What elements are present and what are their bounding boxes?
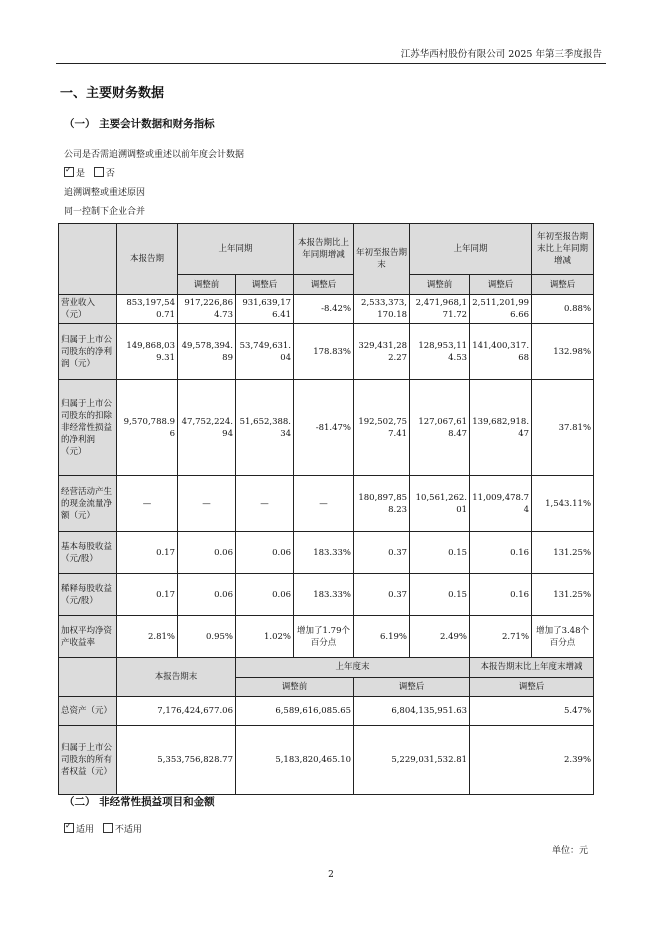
table-cell: 127,067,618.47 bbox=[410, 380, 470, 476]
table-cell: 增加了1.79个百分点 bbox=[294, 616, 354, 658]
subheader-after: 调整后 bbox=[294, 275, 354, 295]
table-cell: 2,533,373,170.18 bbox=[354, 295, 410, 324]
row-label: 总资产（元） bbox=[59, 697, 117, 726]
table-row bbox=[59, 476, 594, 532]
page-number: 2 bbox=[328, 870, 334, 880]
row-label: 基本每股收益（元/股） bbox=[59, 532, 117, 574]
table-cell: 9,570,788.96 bbox=[117, 380, 178, 476]
header-blank-cell bbox=[59, 224, 117, 295]
table-cell: 0.06 bbox=[236, 574, 294, 616]
section-title: 一、主要财务数据 bbox=[60, 86, 165, 101]
table-cell: — bbox=[294, 476, 354, 532]
table-row bbox=[59, 726, 594, 795]
table-cell: 1,543.11% bbox=[532, 476, 594, 532]
table-row bbox=[59, 380, 594, 476]
table-cell: 10,561,262.01 bbox=[410, 476, 470, 532]
row-label: 加权平均净资产收益率 bbox=[59, 616, 117, 658]
table-cell: 6.19% bbox=[354, 616, 410, 658]
table-cell: 192,502,757.41 bbox=[354, 380, 410, 476]
table-row bbox=[59, 295, 594, 324]
table-cell: 183.33% bbox=[294, 574, 354, 616]
table-cell: 0.06 bbox=[178, 532, 236, 574]
restate-reason-label: 追溯调整或重述原因 bbox=[64, 188, 146, 198]
table-cell: 0.88% bbox=[532, 295, 594, 324]
table-cell: 183.33% bbox=[294, 532, 354, 574]
table-cell: 180,897,858.23 bbox=[354, 476, 410, 532]
header-prior-ytd: 上年同期 bbox=[410, 224, 532, 275]
table-cell: 2,511,201,996.66 bbox=[470, 295, 532, 324]
header-end-change: 本报告期末比上年度末增减 bbox=[470, 658, 594, 678]
header-divider bbox=[56, 63, 606, 64]
table-cell: 1.02% bbox=[236, 616, 294, 658]
table-cell: 2.81% bbox=[117, 616, 178, 658]
table-cell: 2,471,968,171.72 bbox=[410, 295, 470, 324]
table-cell: 5,229,031,532.81 bbox=[354, 726, 470, 795]
subsection-title-1: （一） 主要会计数据和财务指标 bbox=[64, 118, 215, 130]
subheader-before: 调整前 bbox=[178, 275, 236, 295]
table-cell: 增加了3.48个百分点 bbox=[532, 616, 594, 658]
row-label: 营业收入（元） bbox=[59, 295, 117, 324]
table-cell: 0.15 bbox=[410, 532, 470, 574]
report-header-title: 江苏华西村股份有限公司 2025 年第三季度报告 bbox=[400, 49, 602, 60]
subheader-after: 调整后 bbox=[532, 275, 594, 295]
subheader-after: 调整后 bbox=[470, 677, 594, 697]
table-cell: 47,752,224.94 bbox=[178, 380, 236, 476]
subheader-after: 调整后 bbox=[470, 275, 532, 295]
subheader-before: 调整前 bbox=[236, 677, 354, 697]
table-cell: — bbox=[117, 476, 178, 532]
header-ytd: 年初至报告期末 bbox=[354, 224, 410, 295]
not-applicable-label: 不适用 bbox=[114, 825, 142, 835]
row-label: 归属于上市公司股东的所有者权益（元） bbox=[59, 726, 117, 795]
table-cell: 0.37 bbox=[354, 532, 410, 574]
header-period-change: 本报告期比上年同期增减 bbox=[294, 224, 354, 275]
table-cell: 2.71% bbox=[470, 616, 532, 658]
table-row bbox=[59, 574, 594, 616]
subsection-title-2: （二） 非经常性损益项目和金额 bbox=[64, 796, 215, 808]
table-cell: 853,197,540.71 bbox=[117, 295, 178, 324]
key-financial-data-table bbox=[58, 223, 594, 795]
header-last-year-end: 上年度末 bbox=[236, 658, 470, 678]
table-header-row bbox=[59, 224, 594, 275]
table-row bbox=[59, 697, 594, 726]
applicable-options bbox=[64, 822, 142, 835]
table-cell: 0.17 bbox=[117, 532, 178, 574]
unit-label: 单位：元 bbox=[551, 846, 588, 856]
table-cell: 6,589,616,085.65 bbox=[236, 697, 354, 726]
table-cell: 0.37 bbox=[354, 574, 410, 616]
unchecked-box-icon bbox=[94, 167, 104, 177]
table-cell: 139,682,918.47 bbox=[470, 380, 532, 476]
table-cell: — bbox=[178, 476, 236, 532]
row-label: 归属于上市公司股东的净利润（元） bbox=[59, 324, 117, 380]
table-cell: 6,804,135,951.63 bbox=[354, 697, 470, 726]
table-cell: 132.98% bbox=[532, 324, 594, 380]
table-cell: 51,652,388.34 bbox=[236, 380, 294, 476]
table-cell: 141,400,317.68 bbox=[470, 324, 532, 380]
table-cell: 329,431,282.27 bbox=[354, 324, 410, 380]
subheader-before: 调整前 bbox=[410, 275, 470, 295]
restate-no-label: 否 bbox=[105, 169, 115, 179]
table-row bbox=[59, 616, 594, 658]
table-cell: 37.81% bbox=[532, 380, 594, 476]
row-label: 经营活动产生的现金流量净额（元） bbox=[59, 476, 117, 532]
table-cell: 149,868,039.31 bbox=[117, 324, 178, 380]
table-cell: -8.42% bbox=[294, 295, 354, 324]
table-cell: 5.47% bbox=[470, 697, 594, 726]
table-cell: 5,353,756,828.77 bbox=[117, 726, 236, 795]
table-cell: 931,639,176.41 bbox=[236, 295, 294, 324]
table-cell: 178.83% bbox=[294, 324, 354, 380]
table-cell: 128,953,114.53 bbox=[410, 324, 470, 380]
restate-yes-label: 是 bbox=[76, 169, 86, 179]
restate-options bbox=[64, 166, 115, 179]
row-label: 稀释每股收益（元/股） bbox=[59, 574, 117, 616]
unchecked-box-icon bbox=[103, 823, 113, 833]
table-cell: 0.16 bbox=[470, 532, 532, 574]
table-cell: -81.47% bbox=[294, 380, 354, 476]
restate-reason: 同一控制下企业合并 bbox=[64, 207, 146, 217]
table-cell: 11,009,478.74 bbox=[470, 476, 532, 532]
restate-question: 公司是否需追溯调整或重述以前年度会计数据 bbox=[64, 150, 245, 160]
table-cell: 7,176,424,677.06 bbox=[117, 697, 236, 726]
table-cell: 53,749,631.04 bbox=[236, 324, 294, 380]
table-cell: 0.17 bbox=[117, 574, 178, 616]
table-cell: 2.39% bbox=[470, 726, 594, 795]
table-cell: — bbox=[236, 476, 294, 532]
checked-box-icon bbox=[64, 167, 74, 177]
header-current-period: 本报告期 bbox=[117, 224, 178, 295]
table-cell: 131.25% bbox=[532, 574, 594, 616]
applicable-label: 适用 bbox=[76, 825, 95, 835]
table-cell: 49,578,394.89 bbox=[178, 324, 236, 380]
header-prior-period: 上年同期 bbox=[178, 224, 294, 275]
table-header-row-2 bbox=[59, 658, 594, 678]
table-cell: 0.95% bbox=[178, 616, 236, 658]
table-row bbox=[59, 324, 594, 380]
table-cell: 131.25% bbox=[532, 532, 594, 574]
table-cell: 0.06 bbox=[178, 574, 236, 616]
subheader-after: 调整后 bbox=[236, 275, 294, 295]
table-cell: 5,183,820,465.10 bbox=[236, 726, 354, 795]
table-cell: 0.06 bbox=[236, 532, 294, 574]
table-cell: 0.16 bbox=[470, 574, 532, 616]
subheader-after: 调整后 bbox=[354, 677, 470, 697]
row-label: 归属于上市公司股东的扣除非经常性损益的净利润（元） bbox=[59, 380, 117, 476]
table-cell: 2.49% bbox=[410, 616, 470, 658]
header-ytd-change: 年初至报告期末比上年同期增减 bbox=[532, 224, 594, 275]
header-period-end: 本报告期末 bbox=[117, 658, 236, 697]
header-blank-cell bbox=[59, 658, 117, 697]
table-cell: 0.15 bbox=[410, 574, 470, 616]
table-row bbox=[59, 532, 594, 574]
checked-box-icon bbox=[64, 823, 74, 833]
table-cell: 917,226,864.73 bbox=[178, 295, 236, 324]
